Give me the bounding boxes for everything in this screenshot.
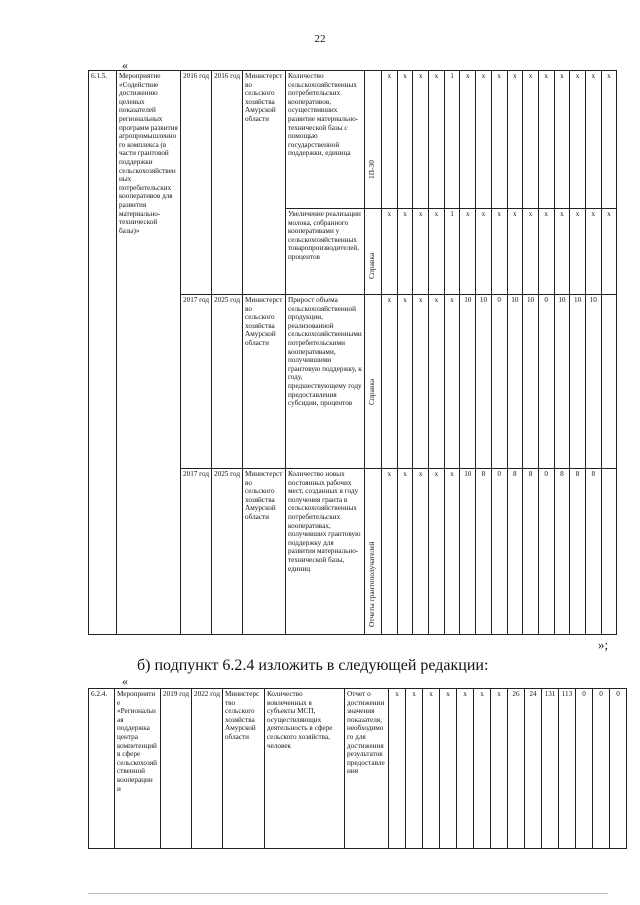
source-cell: [365, 469, 382, 635]
value-cell: х: [444, 469, 460, 635]
value-cell: 10: [570, 295, 586, 469]
executor-cell: Министерство сельского хозяйства Амурской области: [223, 689, 265, 849]
opening-quote-2: «: [122, 674, 128, 688]
value-cell: 8: [507, 469, 523, 635]
event-cell: Мероприятие «Региональная поддержка центра компетенций в сфере сельскохозяйственной кооперации и: [115, 689, 161, 849]
value-cell: х: [429, 295, 445, 469]
indicators-table-6-2-4: [88, 688, 627, 849]
value-cell: 0: [491, 295, 507, 469]
value-cell: х: [444, 295, 460, 469]
value-cell: х: [585, 209, 601, 295]
page-bottom-rule: [88, 893, 608, 894]
closing-quote: »;: [598, 637, 609, 652]
source-label: Справка: [367, 378, 376, 405]
source-cell: [365, 295, 382, 469]
value-cell: х: [413, 295, 429, 469]
source-cell: [365, 209, 382, 295]
value-cell: х: [382, 71, 398, 209]
value-cell: х: [397, 295, 413, 469]
value-cell: х: [507, 209, 523, 295]
value-cell: х: [382, 295, 398, 469]
value-cell: х: [523, 209, 539, 295]
value-cell: х: [570, 209, 586, 295]
executor-cell: Министерство сельского хозяйства Амурской области: [243, 469, 286, 635]
value-cell: х: [523, 71, 539, 209]
value-cell: х: [397, 209, 413, 295]
value-cell: х: [460, 71, 476, 209]
value-cell: х: [429, 71, 445, 209]
value-cell: х: [423, 689, 440, 849]
value-cell: х: [389, 689, 406, 849]
value-cell: х: [397, 71, 413, 209]
end-year: 2022 год: [192, 689, 223, 849]
value-cell: 131: [542, 689, 559, 849]
value-cell: х: [429, 469, 445, 635]
value-cell: х: [491, 689, 508, 849]
value-cell: 0: [610, 689, 627, 849]
source-label: 1П-30: [367, 160, 376, 179]
source-label: Справка: [367, 252, 376, 279]
value-cell: х: [476, 71, 492, 209]
value-cell: 10: [460, 295, 476, 469]
subheading: б) подпункт 6.2.4 изложить в следующей редакции:: [137, 657, 489, 674]
value-cell: х: [554, 209, 570, 295]
indicator-cell: Количество сельскохозяйственных потребительских кооперативов, осуществивших развитие материально-технической базы с помощью государственной поддержки, единица: [286, 71, 365, 209]
start-year: 2016 год: [181, 71, 212, 295]
value-cell: 0: [538, 295, 554, 469]
value-cell: 8: [570, 469, 586, 635]
value-cell: х: [382, 469, 398, 635]
executor-cell: Министерство сельского хозяйства Амурской области: [243, 71, 286, 295]
start-year: 2019 год: [161, 689, 192, 849]
value-cell: 0: [576, 689, 593, 849]
value-cell: х: [382, 209, 398, 295]
value-cell: х: [429, 209, 445, 295]
value-cell: х: [601, 71, 617, 209]
indicator-cell: Количество вовлеченных в субъекты МСП, осуществляющих деятельность в сфере сельского хозяйства, человек: [265, 689, 345, 849]
value-cell: х: [413, 209, 429, 295]
value-cell: х: [585, 71, 601, 209]
value-cell: 10: [554, 295, 570, 469]
value-cell: х: [570, 71, 586, 209]
value-cell: 10: [523, 295, 539, 469]
value-cell: х: [601, 209, 617, 295]
value-cell: 8: [476, 469, 492, 635]
value-cell: х: [554, 71, 570, 209]
value-cell: 10: [585, 295, 601, 469]
value-cell: х: [491, 71, 507, 209]
indicator-cell: Увеличение реализации молока, собранного кооперативами у сельскохозяйственных товаропроизводителей, процентов: [286, 209, 365, 295]
value-cell: 0: [593, 689, 610, 849]
value-cell: х: [440, 689, 457, 849]
value-cell: [601, 295, 617, 469]
source-label: Отчеты грантополучателей: [367, 541, 376, 627]
value-cell: 26: [508, 689, 525, 849]
indicators-table-6-1-5: [88, 70, 617, 635]
value-cell: 113: [559, 689, 576, 849]
value-cell: х: [397, 469, 413, 635]
end-year: 2025 год: [212, 295, 243, 469]
value-cell: х: [474, 689, 491, 849]
value-cell: 10: [476, 295, 492, 469]
value-cell: 1: [444, 209, 460, 295]
source-cell: [365, 71, 382, 209]
value-cell: х: [507, 71, 523, 209]
source-cell: Отчет о достижении значения показателя, необходимого для достижения результатов предоставления: [345, 689, 389, 849]
value-cell: 0: [491, 469, 507, 635]
value-cell: х: [413, 71, 429, 209]
value-cell: 10: [460, 469, 476, 635]
indicator-cell: Прирост объема сельскохозяйственной продукции, реализованной сельскохозяйственными потребительскими кооперативами, получившими грантовую поддержку, к году, предшествующему году предоставления субсидии, процентов: [286, 295, 365, 469]
code-cell: 6.2.4.: [89, 689, 115, 849]
code-cell: 6.1.5.: [89, 71, 117, 635]
value-cell: х: [460, 209, 476, 295]
value-cell: 8: [585, 469, 601, 635]
value-cell: х: [476, 209, 492, 295]
value-cell: х: [457, 689, 474, 849]
value-cell: х: [538, 71, 554, 209]
start-year: 2017 год: [181, 295, 212, 469]
value-cell: 1: [444, 71, 460, 209]
value-cell: х: [406, 689, 423, 849]
start-year: 2017 год: [181, 469, 212, 635]
page-number: 22: [314, 33, 326, 45]
end-year: 2016 год: [212, 71, 243, 295]
value-cell: 8: [523, 469, 539, 635]
executor-cell: Министерство сельского хозяйства Амурской области: [243, 295, 286, 469]
value-cell: х: [538, 209, 554, 295]
value-cell: 24: [525, 689, 542, 849]
end-year: 2025 год: [212, 469, 243, 635]
value-cell: 8: [554, 469, 570, 635]
value-cell: х: [413, 469, 429, 635]
value-cell: [601, 469, 617, 635]
opening-quote: «: [122, 58, 128, 72]
indicator-cell: Количество новых постоянных рабочих мест, созданных в году получения гранта в сельскохозяйственных потребительских кооперативах, получивших грантовую поддержку для развития материально-технической базы, единиц: [286, 469, 365, 635]
value-cell: х: [491, 209, 507, 295]
event-cell: Мероприятие «Содействие достижению целевых показателей региональных программ развития агропромышленного комплекса (в части грантовой поддержки сельскохозяйственных потребительских кооперативов для развития материально-технической базы)»: [117, 71, 181, 635]
value-cell: 10: [507, 295, 523, 469]
value-cell: 0: [538, 469, 554, 635]
